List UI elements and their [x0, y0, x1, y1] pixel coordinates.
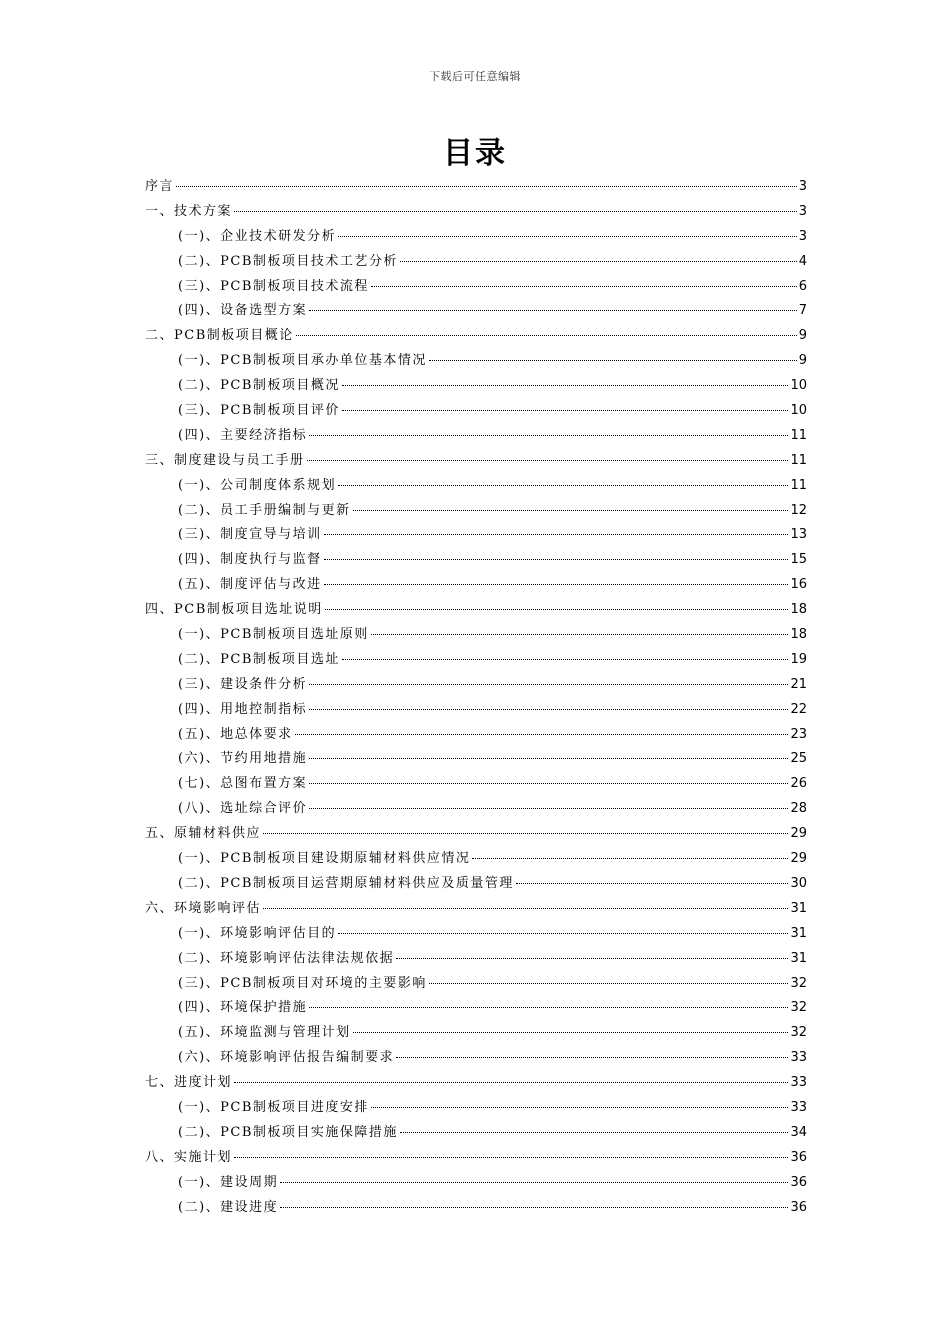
toc-entry-label: (二)、PCB制板项目运营期原辅材料供应及质量管理	[178, 875, 514, 891]
toc-dot-leader	[263, 832, 788, 834]
toc-page-number: 33	[790, 1099, 807, 1115]
toc-subsection-entry[interactable]	[145, 922, 807, 947]
toc-subsection-entry[interactable]	[145, 648, 807, 673]
toc-subsection-entry[interactable]	[145, 548, 807, 573]
toc-entry-label: (四)、环境保护措施	[178, 1000, 308, 1016]
toc-page-number: 10	[790, 378, 807, 394]
toc-dot-leader	[309, 683, 788, 685]
toc-dot-leader	[353, 509, 789, 511]
toc-subsection-entry[interactable]	[145, 374, 807, 399]
toc-subsection-entry[interactable]	[145, 772, 807, 797]
toc-subsection-entry[interactable]	[145, 349, 807, 374]
toc-entry-label: (一)、公司制度体系规划	[178, 477, 337, 493]
toc-subsection-entry[interactable]	[145, 299, 807, 324]
toc-subsection-entry[interactable]	[145, 673, 807, 698]
toc-page-number: 12	[790, 502, 807, 518]
toc-page-number: 9	[798, 353, 807, 369]
toc-dot-leader	[280, 1206, 788, 1208]
toc-entry-label: 三、制度建设与员工手册	[145, 452, 305, 468]
toc-page-number: 32	[790, 1025, 807, 1041]
toc-subsection-entry[interactable]	[145, 399, 807, 424]
toc-page-number: 31	[790, 900, 807, 916]
toc-page-number: 7	[798, 303, 807, 319]
toc-page-number: 4	[798, 253, 807, 269]
toc-dot-leader	[338, 235, 797, 237]
toc-subsection-entry[interactable]	[145, 1096, 807, 1121]
toc-dot-leader	[429, 359, 797, 361]
toc-dot-leader	[516, 882, 789, 884]
toc-dot-leader	[309, 434, 788, 436]
toc-subsection-entry[interactable]	[145, 424, 807, 449]
toc-dot-leader	[176, 185, 797, 187]
toc-page-number: 16	[790, 577, 807, 593]
toc-entry-label: (三)、制度宣导与培训	[178, 527, 322, 543]
toc-dot-leader	[307, 459, 789, 461]
toc-entry-label: (一)、PCB制板项目进度安排	[178, 1099, 369, 1115]
toc-page-number: 19	[790, 651, 807, 667]
toc-subsection-entry[interactable]	[145, 1021, 807, 1046]
toc-subsection-entry[interactable]	[145, 573, 807, 598]
toc-entry-label: (七)、总图布置方案	[178, 776, 308, 792]
toc-page-number: 32	[790, 975, 807, 991]
toc-entry-label: (二)、员工手册编制与更新	[178, 502, 351, 518]
page-title: 目录	[443, 136, 507, 171]
toc-entry-label: (三)、PCB制板项目评价	[178, 403, 340, 419]
toc-subsection-entry[interactable]	[145, 947, 807, 972]
toc-page-number: 30	[790, 875, 807, 891]
toc-entry-label: (四)、设备选型方案	[178, 303, 308, 319]
toc-page-number: 26	[790, 776, 807, 792]
toc-subsection-entry[interactable]	[145, 972, 807, 997]
toc-entry-label: 七、进度计划	[145, 1075, 233, 1091]
toc-page-number: 31	[790, 950, 807, 966]
toc-dot-leader	[324, 583, 789, 585]
toc-entry-label: (一)、PCB制板项目承办单位基本情况	[178, 353, 427, 369]
toc-page-number: 15	[790, 552, 807, 568]
toc-page-number: 32	[790, 1000, 807, 1016]
toc-subsection-entry[interactable]	[145, 698, 807, 723]
page-header: 下载后可任意编辑	[429, 70, 521, 83]
toc-subsection-entry[interactable]	[145, 275, 807, 300]
toc-page-number: 33	[790, 1050, 807, 1066]
toc-dot-leader	[309, 309, 797, 311]
toc-dot-leader	[342, 658, 789, 660]
toc-entry-label: (八)、选址综合评价	[178, 801, 308, 817]
toc-page-number: 23	[790, 726, 807, 742]
toc-section-entry[interactable]	[145, 1146, 807, 1171]
toc-dot-leader	[325, 608, 789, 610]
toc-page-number: 29	[790, 851, 807, 867]
toc-entry-label: 五、原辅材料供应	[145, 826, 262, 842]
toc-entry-label: (二)、PCB制板项目技术工艺分析	[178, 253, 398, 269]
toc-dot-leader	[234, 210, 797, 212]
toc-subsection-entry[interactable]	[145, 623, 807, 648]
toc-section-entry[interactable]	[145, 449, 807, 474]
toc-dot-leader	[396, 1056, 788, 1058]
toc-page-number: 21	[790, 676, 807, 692]
toc-subsection-entry[interactable]	[145, 523, 807, 548]
toc-subsection-entry[interactable]	[145, 797, 807, 822]
toc-dot-leader	[324, 533, 789, 535]
toc-section-entry[interactable]	[145, 598, 807, 623]
toc-dot-leader	[371, 285, 797, 287]
toc-entry-label: (六)、节约用地措施	[178, 751, 308, 767]
toc-page-number: 10	[790, 403, 807, 419]
toc-section-entry[interactable]	[145, 200, 807, 225]
toc-page-number: 9	[798, 328, 807, 344]
toc-entry-label: (四)、制度执行与监督	[178, 552, 322, 568]
toc-entry-label: 二、PCB制板项目概论	[145, 328, 294, 344]
toc-dot-leader	[263, 907, 788, 909]
toc-dot-leader	[338, 932, 788, 934]
toc-subsection-entry[interactable]	[145, 1046, 807, 1071]
toc-entry-label: (二)、PCB制板项目实施保障措施	[178, 1124, 398, 1140]
toc-entry-label: 序言	[145, 179, 175, 194]
toc-subsection-entry[interactable]	[145, 474, 807, 499]
toc-entry-label: (二)、建设进度	[178, 1199, 279, 1215]
toc-page-number: 18	[790, 627, 807, 643]
toc-dot-leader	[309, 1006, 788, 1008]
toc-dot-leader	[338, 484, 788, 486]
toc-section-entry[interactable]	[145, 1071, 807, 1096]
toc-entry-label: 一、技术方案	[145, 203, 233, 219]
toc-page-number: 3	[798, 179, 807, 194]
toc-entry-label: (四)、用地控制指标	[178, 701, 308, 717]
toc-subsection-entry[interactable]	[145, 747, 807, 772]
toc-subsection-entry[interactable]	[145, 1196, 807, 1221]
toc-dot-leader	[309, 708, 788, 710]
toc-entry-label: (一)、建设周期	[178, 1174, 279, 1190]
toc-dot-leader	[371, 633, 789, 635]
toc-page-number: 36	[790, 1149, 807, 1165]
toc-entry-label: (三)、PCB制板项目技术流程	[178, 278, 369, 294]
toc-subsection-entry[interactable]	[145, 250, 807, 275]
toc-page-number: 18	[790, 602, 807, 618]
toc-subsection-entry[interactable]	[145, 225, 807, 250]
toc-entry-label: 六、环境影响评估	[145, 900, 262, 916]
toc-page-number: 3	[798, 228, 807, 244]
toc-entry-label: (一)、PCB制板项目选址原则	[178, 627, 369, 643]
toc-entry-label: (二)、PCB制板项目选址	[178, 651, 340, 667]
toc-entry-label: (二)、PCB制板项目概况	[178, 378, 340, 394]
toc-page-number: 28	[790, 801, 807, 817]
toc-entry-label: (六)、环境影响评估报告编制要求	[178, 1050, 395, 1066]
toc-subsection-entry[interactable]	[145, 1171, 807, 1196]
toc-page-number: 25	[790, 751, 807, 767]
toc-entry-label: (三)、建设条件分析	[178, 676, 308, 692]
toc-section-entry[interactable]	[145, 175, 807, 200]
toc-subsection-entry[interactable]	[145, 996, 807, 1021]
toc-dot-leader	[309, 757, 788, 759]
toc-dot-leader	[342, 384, 789, 386]
toc-subsection-entry[interactable]	[145, 499, 807, 524]
toc-dot-leader	[280, 1181, 788, 1183]
toc-entry-label: 八、实施计划	[145, 1149, 233, 1165]
toc-subsection-entry[interactable]	[145, 847, 807, 872]
toc-dot-leader	[342, 409, 789, 411]
toc-page-number: 3	[798, 203, 807, 219]
toc-page-number: 36	[790, 1174, 807, 1190]
toc-dot-leader	[234, 1156, 788, 1158]
toc-entry-label: 四、PCB制板项目选址说明	[145, 602, 323, 618]
toc-page-number: 11	[790, 452, 807, 468]
toc-section-entry[interactable]	[145, 897, 807, 922]
toc-dot-leader	[324, 558, 789, 560]
toc-entry-label: (二)、环境影响评估法律法规依据	[178, 950, 395, 966]
toc-section-entry[interactable]	[145, 822, 807, 847]
toc-dot-leader	[309, 782, 788, 784]
toc-dot-leader	[295, 733, 789, 735]
toc-entry-label: (三)、PCB制板项目对环境的主要影响	[178, 975, 427, 991]
toc-page-number: 13	[790, 527, 807, 543]
toc-dot-leader	[309, 807, 788, 809]
toc-page-number: 11	[790, 427, 807, 443]
toc-dot-leader	[472, 857, 788, 859]
toc-page-number: 31	[790, 925, 807, 941]
toc-subsection-entry[interactable]	[145, 1121, 807, 1146]
toc-page-number: 33	[790, 1075, 807, 1091]
toc-dot-leader	[429, 982, 789, 984]
toc-page-number: 22	[790, 701, 807, 717]
toc-page-number: 34	[790, 1124, 807, 1140]
toc-dot-leader	[296, 334, 797, 336]
toc-page-number: 36	[790, 1199, 807, 1215]
toc-page-number: 11	[790, 477, 807, 493]
toc-entry-label: (五)、环境监测与管理计划	[178, 1025, 351, 1041]
toc-entry-label: (一)、环境影响评估目的	[178, 925, 337, 941]
toc-subsection-entry[interactable]	[145, 872, 807, 897]
toc-dot-leader	[400, 260, 797, 262]
toc-entry-label: (一)、企业技术研发分析	[178, 228, 337, 244]
toc-dot-leader	[396, 957, 788, 959]
toc-dot-leader	[371, 1106, 789, 1108]
toc-entry-label: (一)、PCB制板项目建设期原辅材料供应情况	[178, 851, 471, 867]
toc-entry-label: (五)、地总体要求	[178, 726, 293, 742]
toc-section-entry[interactable]	[145, 324, 807, 349]
toc-subsection-entry[interactable]	[145, 723, 807, 748]
toc-page-number: 6	[798, 278, 807, 294]
toc-dot-leader	[234, 1081, 788, 1083]
toc-entry-label: (五)、制度评估与改进	[178, 577, 322, 593]
toc-entry-label: (四)、主要经济指标	[178, 427, 308, 443]
table-of-contents	[145, 175, 807, 1220]
toc-dot-leader	[353, 1031, 789, 1033]
toc-dot-leader	[400, 1131, 789, 1133]
toc-page-number: 29	[790, 826, 807, 842]
